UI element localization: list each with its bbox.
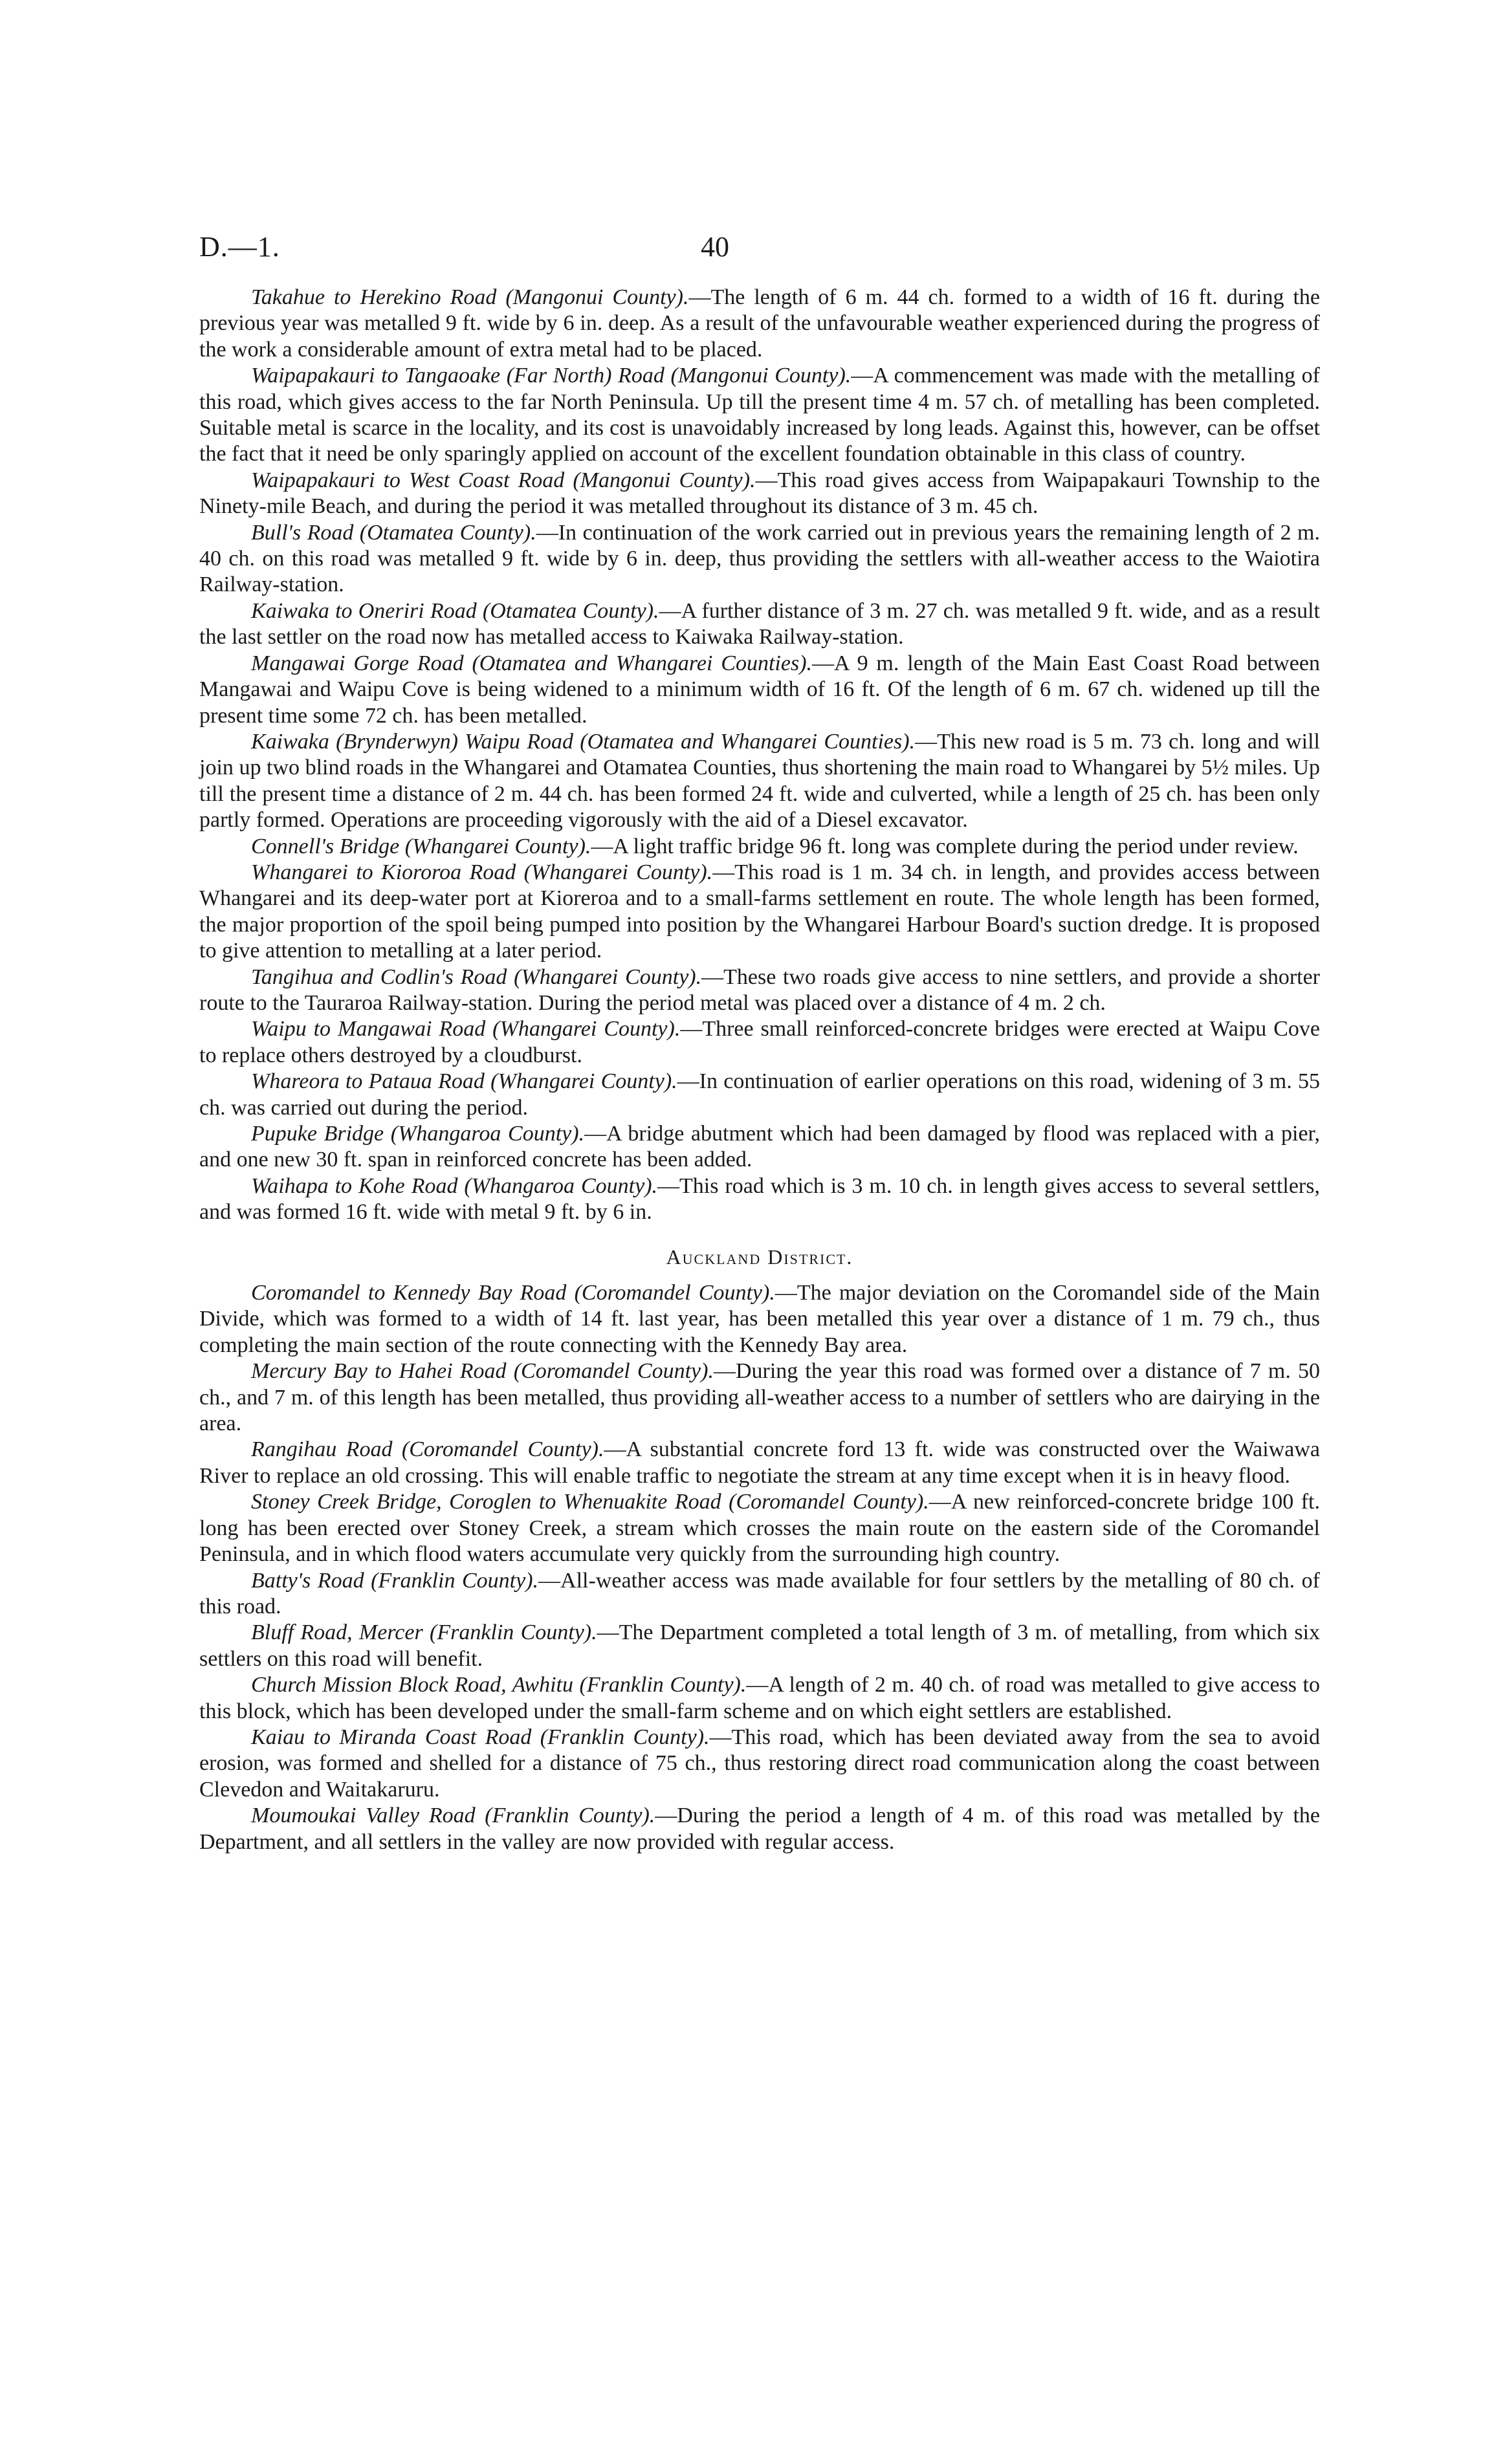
paragraph-title: Church Mission Block Road, Awhitu (Franklin County). [251, 1673, 747, 1697]
paragraph [199, 285, 1320, 363]
paragraph-title: Waipu to Mangawai Road (Whangarei County). [251, 1017, 681, 1041]
paragraph [199, 651, 1320, 729]
paragraph-text: —A commencement was made with the metalling of this road, which gives access to the far North Peninsula. Up till the present time 4 m. 57 ch. of metalling has been completed. Suitable metal is scarce in the locality, and its cost is unavoidably increased by long leads. Against this, however, can be offset the fact that it need be only sparingly applied on account of the excellent foundation obtainable in this class of country. [199, 364, 1320, 466]
paragraph-title: Kaiwaka to Oneriri Road (Otamatea County). [251, 598, 659, 623]
paragraph-text: —These two roads give access to nine settlers, and provide a shorter route to the Tauraroa Railway-station. During the period metal was placed over a distance of 4 m. 2 ch. [199, 965, 1320, 1015]
paragraph-text: —This new road is 5 m. 73 ch. long and will join up two blind roads in the Whangarei and Otamatea Counties, thus shortening the main road to Whangarei by 5½ miles. Up till the present time a distance of 2 m. 44 ch. has been formed 24 ft. wide and culverted, while a length of 25 ch. has been only partly formed. Operations are proceeding vigorously with the aid of a Diesel excavator. [199, 729, 1321, 833]
auckland-section [199, 1280, 1320, 1855]
paragraph-text: —A new reinforced-concrete bridge 100 ft. long has been erected over Stoney Creek, a stream which crosses the main route on the eastern side of the Coromandel Peninsula, and in which flood waters accumulate very quickly from the surrounding high country. [199, 1490, 1320, 1567]
paragraph-title: Bull's Road (Otamatea County). [251, 520, 536, 545]
paragraph-title: Waipapakauri to West Coast Road (Mangonui County). [251, 468, 756, 492]
paragraph-text: —Three small reinforced-concrete bridges were erected at Waipu Cove to replace others destroyed by a cloudburst. [199, 1017, 1320, 1067]
paragraph-text: —The Department completed a total length of 3 m. of metalling, from which six settlers on this road will benefit. [199, 1620, 1321, 1671]
paragraph [199, 1568, 1320, 1620]
paragraph-text: —All-weather access was made available for four settlers by the metalling of 80 ch. of this road. [199, 1568, 1320, 1619]
paragraph-title: Mercury Bay to Hahei Road (Coromandel County). [251, 1359, 714, 1384]
paragraph-text: —In continuation of the work carried out in previous years the remaining length of 2 m. 40 ch. on this road was metalled 9 ft. wide by 6 in. deep, thus providing the settlers with all-weather access to the Waiotira Railway-station. [199, 520, 1320, 597]
paragraph [199, 1016, 1320, 1069]
paragraph-title: Whangarei to Kiororoa Road (Whangarei County). [251, 860, 713, 884]
paragraph [199, 1725, 1320, 1803]
paragraph [199, 520, 1320, 598]
paragraph-text: —This road which is 3 m. 10 ch. in length gives access to several settlers, and was formed 16 ft. wide with metal 9 ft. by 6 in. [199, 1173, 1320, 1225]
paragraph [199, 1489, 1320, 1567]
paragraph-title: Rangihau Road (Coromandel County). [251, 1437, 604, 1462]
paragraph-title: Kaiwaka (Brynderwyn) Waipu Road (Otamatea and Whangarei Counties). [251, 729, 916, 754]
paragraph-text: —This road, which has been deviated away from the sea to avoid erosion, was formed and shelled for a distance of 75 ch., thus restoring direct road communication along the coast between Clevedon and Waitakaruru. [199, 1725, 1320, 1802]
paragraph [199, 965, 1320, 1017]
paragraph-text: —A substantial concrete ford 13 ft. wide was constructed over the Waiwawa River to replace an old crossing. This will enable traffic to negotiate the stream at any time except when it is in heavy flood. [199, 1437, 1320, 1488]
paragraph [199, 1121, 1320, 1173]
paragraph-text: —A bridge abutment which had been damaged by flood was replaced with a pier, and one new 30 ft. span in reinforced concrete has been added. [199, 1122, 1320, 1172]
paragraph [199, 598, 1320, 651]
paragraph-text: —A length of 2 m. 40 ch. of road was metalled to give access to this block, which has been developed under the small-farm scheme and on which eight settlers are established. [199, 1673, 1320, 1723]
paragraph [199, 468, 1320, 520]
paragraph-text: —During the period a length of 4 m. of this road was metalled by the Department, and all settlers in the valley are now provided with regular access. [199, 1804, 1320, 1854]
paragraph-text: —During the year this road was formed over a distance of 7 m. 50 ch., and 7 m. of this length has been metalled, thus providing all-weather access to a number of settlers who are dairying in the area. [199, 1359, 1320, 1436]
paragraph-title: Takahue to Herekino Road (Mangonui County). [251, 285, 689, 309]
document-body [199, 285, 1320, 1855]
paragraph-title: Connell's Bridge (Whangarei County). [251, 834, 591, 858]
page-number: 40 [701, 231, 729, 263]
paragraph-title: Tangihua and Codlin's Road (Whangarei County). [251, 965, 702, 989]
paragraph-title: Mangawai Gorge Road (Otamatea and Whangarei Counties). [251, 651, 813, 675]
paragraph [199, 1173, 1320, 1226]
paragraph-title: Stoney Creek Bridge, Coroglen to Whenuakite Road (Coromandel County). [251, 1490, 929, 1514]
paragraph-title: Moumoukai Valley Road (Franklin County). [251, 1804, 655, 1828]
paragraph-title: Pupuke Bridge (Whangaroa County). [251, 1122, 585, 1146]
paragraph-text: —A light traffic bridge 96 ft. long was complete during the period under review. [591, 834, 1299, 858]
paragraph-text: —In continuation of earlier operations on this road, widening of 3 m. 55 ch. was carried out during the period. [199, 1069, 1320, 1120]
paragraph-title: Batty's Road (Franklin County). [251, 1568, 539, 1593]
paragraph [199, 834, 1320, 860]
paragraph-title: Waihapa to Kohe Road (Whangaroa County). [251, 1173, 658, 1198]
paragraph [199, 860, 1320, 965]
paragraph [199, 363, 1320, 468]
paragraph [199, 1620, 1320, 1672]
paragraph-text: —A 9 m. length of the Main East Coast Road between Mangawai and Waipu Cove is being widened to a minimum width of 16 ft. Of the length of 6 m. 67 ch. widened up till the present time some 72 ch. has been metalled. [199, 651, 1320, 728]
paragraph-title: Waipapakauri to Tangaoake (Far North) Road (Mangonui County). [251, 364, 851, 388]
paragraph-title: Bluff Road, Mercer (Franklin County). [251, 1620, 597, 1645]
paragraph-text: —This road gives access from Waipapakauri Township to the Ninety-mile Beach, and during the period it was metalled throughout its distance of 3 m. 45 ch. [199, 468, 1320, 519]
paragraph-text: —The length of 6 m. 44 ch. formed to a width of 16 ft. during the previous year was metalled 9 ft. wide by 6 in. deep. As a result of the unfavourable weather experienced during the progress of the work a considerable amount of extra metal had to be placed. [199, 285, 1321, 362]
paragraph-text: —A further distance of 3 m. 27 ch. was metalled 9 ft. wide, and as a result the last settler on the road now has metalled access to Kaiwaka Railway-station. [199, 598, 1321, 649]
paragraph [199, 1069, 1320, 1121]
paragraph-title: Whareora to Pataua Road (Whangarei County). [251, 1069, 677, 1094]
paragraph [199, 1672, 1320, 1725]
paragraph [199, 1280, 1320, 1358]
paragraph-text: —This road is 1 m. 34 ch. in length, and provides access between Whangarei and its deep-water port at Kioreroa and to a small-farms settlement en route. The whole length has been formed, the major proportion of the spoil being pumped into position by the Whangarei Harbour Board's suction dredge. It is proposed to give attention to metalling at a later period. [199, 860, 1320, 963]
paragraph-title: Kaiau to Miranda Coast Road (Franklin County). [251, 1725, 710, 1749]
paragraph [199, 1437, 1320, 1489]
paragraph [199, 729, 1320, 834]
document-reference: D.—1. [199, 231, 280, 263]
northland-section [199, 285, 1320, 1226]
paragraph-text: —The major deviation on the Coromandel side of the Main Divide, which was formed to a width of 14 ft. last year, has been metalled this year over a distance of 1 m. 79 ch., thus completing the main section of the route connecting with the Kennedy Bay area. [199, 1281, 1320, 1357]
paragraph-title: Coromandel to Kennedy Bay Road (Coromandel County). [251, 1281, 775, 1305]
paragraph [199, 1803, 1320, 1855]
section-heading: Auckland District. [666, 1245, 853, 1269]
paragraph [199, 1358, 1320, 1437]
